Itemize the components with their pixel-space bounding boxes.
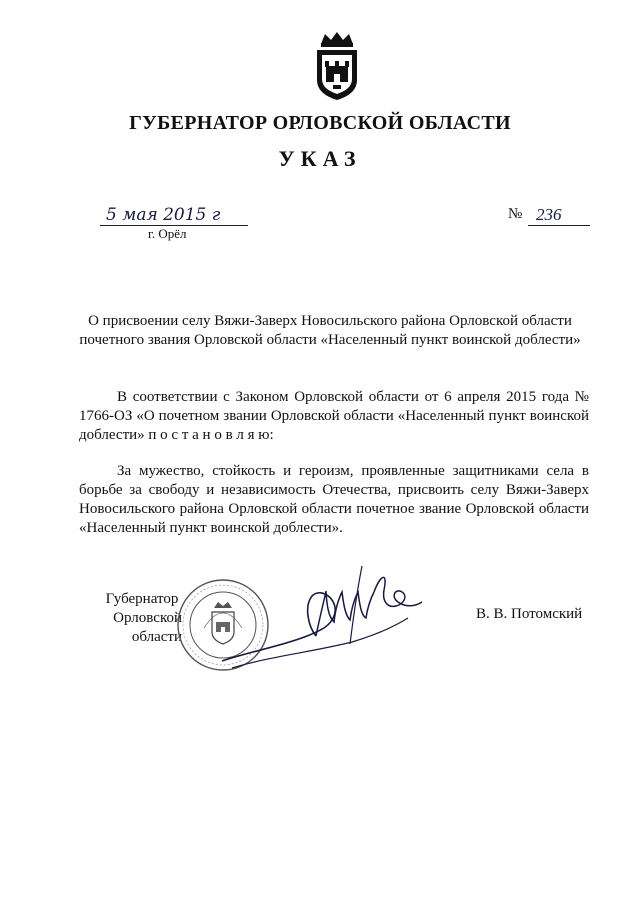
document-type: УКАЗ [278,146,362,171]
handwritten-signature-icon [212,556,432,686]
coat-of-arms-icon [311,30,363,102]
subject-line-2: почетного звания Орловской области «Населенный пункт воинской доблести» [79,332,581,348]
signatory-position [82,590,182,647]
body-paragraph-2: За мужество, стойкость и героизм, проявленные защитниками села в борьбе за свободу и независимость Отечества, присвоить селу Вяжи-Заверх Новосильского района Орловской области почетное звание Орловской области «Населенный пункт воинской доблести». [79,463,589,536]
signatory-name: В. В. Потомский [476,606,583,622]
decree-city: г. Орёл [148,226,187,241]
decree-subject [60,312,600,350]
body-paragraph-1: В соответствии с Законом Орловской области от 6 апреля 2015 года № 1766-ОЗ «О почетном звании Орловской области «Населенный пункт воинской доблести» п о с т а н о в л я ю: [79,389,589,443]
org-title: ГУБЕРНАТОР ОРЛОВСКОЙ ОБЛАСТИ [129,112,511,134]
decree-date: 5 мая 2015 г [100,205,248,226]
signatory-position-line-1: Губернатор [105,591,179,607]
signatory-position-line-2: Орловской области [113,610,182,645]
subject-line-1: О присвоении селу Вяжи-Заверх Новосильского района Орловской области [88,313,572,329]
decree-number-label: № [508,206,523,222]
decree-number: 236 [528,205,590,226]
